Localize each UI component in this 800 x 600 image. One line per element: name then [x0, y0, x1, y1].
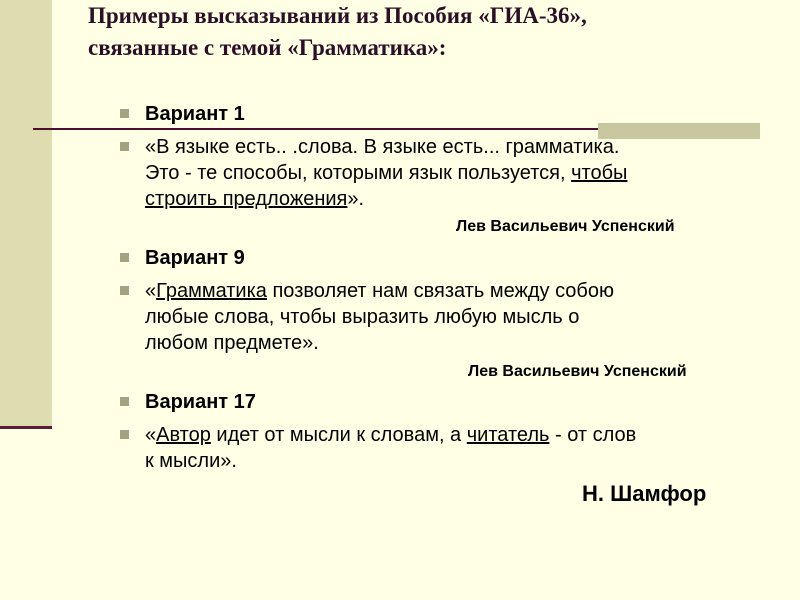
variant-9-label: Вариант 9: [145, 247, 245, 269]
quote-9-line-3: любом предмете».: [145, 332, 319, 354]
quote-17-underlined-word-1: Автор: [156, 424, 211, 446]
variant-1-label: Вариант 1: [145, 103, 245, 125]
bullet-variant-1: [120, 109, 129, 118]
quote-17-author: Н. Шамфор: [582, 481, 707, 506]
divider-accent-block: [598, 123, 760, 139]
quote-1-underlined-phrase: строить предложения: [145, 188, 348, 210]
quote-1-line-2: [145, 160, 627, 186]
bullet-quote-1: [120, 142, 129, 151]
quote-17-underlined-word-2: читатель: [466, 424, 550, 446]
slide-title-line-2: связанные с темой «Грамматика»:: [88, 35, 447, 60]
quote-9-author: Лев Васильевич Успенский: [468, 363, 687, 380]
quote-17-line-1: [145, 422, 636, 448]
quote-9-underlined-word: Грамматика: [156, 280, 267, 302]
variant-17-label: Вариант 17: [145, 391, 256, 413]
left-decor-bar-edge: [0, 426, 52, 429]
quote-1-line-3-end: ».: [347, 188, 365, 210]
quote-1-author: Лев Васильевич Успенский: [456, 218, 675, 235]
slide-title-line-1: Примеры высказываний из Пособия «ГИА-36»,: [88, 3, 587, 28]
quote-1-line-2-text: Это - те способы, которыми язык пользуется,: [145, 162, 572, 184]
bullet-variant-17: [120, 397, 129, 406]
quote-17-line-2: к мысли».: [145, 450, 237, 472]
quote-1-underlined-word: чтобы: [571, 162, 628, 184]
quote-9-line-1-text: позволяет нам связать между собою: [266, 280, 614, 302]
quote-9-line-2: любые слова, чтобы выразить любую мысль о: [145, 306, 580, 328]
quote-9-line-1: [145, 278, 614, 304]
quote-1-line-1: «В языке есть.. .слова. В языке есть... грамматика.: [145, 136, 620, 158]
quote-1-line-3: [145, 186, 364, 212]
slide-title: [88, 0, 778, 64]
bullet-quote-17: [120, 430, 129, 439]
left-decor-bar: [0, 0, 52, 426]
quote-17-end: - от слов: [549, 424, 637, 446]
quote-9-open: «: [145, 280, 157, 302]
bullet-quote-9: [120, 286, 129, 295]
quote-17-open: «: [145, 424, 157, 446]
quote-17-middle: идет от мысли к словам, а: [210, 424, 467, 446]
bullet-variant-9: [120, 253, 129, 262]
